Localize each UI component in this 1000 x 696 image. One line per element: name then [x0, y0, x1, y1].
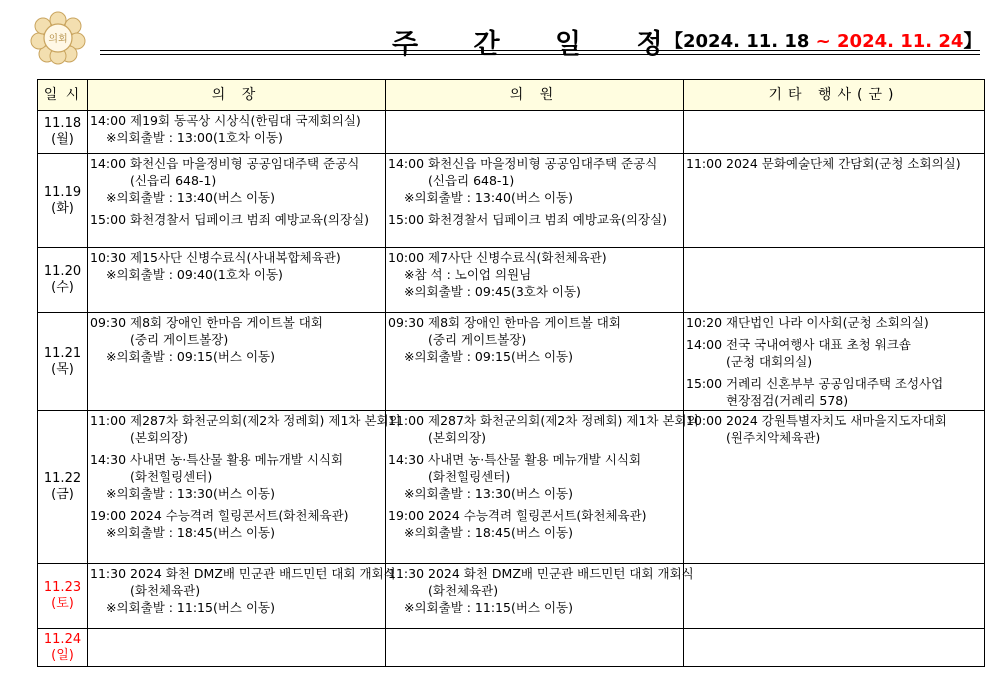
assembly-cell: [88, 564, 396, 629]
event-line: 10:00 제7사단 신병수료식(화천체육관): [388, 250, 607, 265]
emblem-text: 의회: [48, 34, 68, 45]
event-line: 10:30 제15사단 신병수료식(사내복합체육관): [90, 250, 341, 265]
day-value: (화): [51, 200, 74, 216]
departure-note: ※의회출발 : 09:45(3호차 이동): [404, 284, 581, 299]
other-cell: [684, 111, 985, 154]
council-emblem-icon: [30, 10, 86, 66]
departure-note: ※의회출발 : 13:00(1호차 이동): [106, 130, 283, 145]
event-location: (본회의장): [428, 430, 487, 445]
event-line: 09:30 제8회 장애인 한마음 게이트볼 대회: [388, 315, 621, 330]
member-cell: [386, 629, 684, 667]
event-location: (화천힐링센터): [130, 469, 213, 484]
event-line: 15:00 화천경찰서 딥페이크 범죄 예방교육(의장실): [90, 212, 370, 227]
date-cell: [38, 411, 88, 564]
member-cell: [386, 564, 694, 629]
event-line: 10:20 재단법인 나라 이사회(군청 소회의실): [686, 315, 929, 330]
event-line: 10:00 2024 강원특별자치도 새마을지도자대회: [686, 413, 947, 428]
event-line: 14:00 제19회 동곡상 시상식(한림대 국제회의실): [90, 113, 361, 128]
event-location: (중리 게이트볼장): [130, 332, 229, 347]
event-line: 19:00 2024 수능격려 힐링콘서트(화천체육관): [388, 508, 647, 523]
assembly-cell: [88, 411, 401, 564]
date-cell: [38, 564, 88, 629]
departure-note: ※의회출발 : 11:15(버스 이동): [106, 600, 275, 615]
departure-note: ※의회출발 : 09:15(버스 이동): [404, 349, 573, 364]
member-cell: [386, 248, 684, 313]
departure-note: ※의회출발 : 13:30(버스 이동): [404, 486, 573, 501]
assembly-cell: [88, 629, 386, 667]
departure-note: ※의회출발 : 09:40(1호차 이동): [106, 267, 283, 282]
schedule-table: [37, 79, 985, 667]
departure-note: ※의회출발 : 13:30(버스 이동): [106, 486, 275, 501]
day-value: (수): [51, 280, 74, 295]
assembly-cell: [88, 313, 386, 411]
departure-note: ※의회출발 : 09:15(버스 이동): [106, 349, 275, 364]
event-line: 11:00 제287차 화천군의회(제2차 정례회) 제1차 본회의: [388, 413, 699, 428]
event-location: (화천힐링센터): [428, 469, 511, 484]
table-row: [38, 248, 985, 313]
period-tilde: ~: [809, 31, 838, 52]
day-value: (일): [51, 647, 74, 663]
table-row: [38, 154, 985, 248]
date-value: 11.19: [43, 184, 82, 200]
event-line: 15:00 화천경찰서 딥페이크 범죄 예방교육(의장실): [388, 212, 668, 227]
date-value: 11.18: [43, 116, 82, 131]
event-line: 09:30 제8회 장애인 한마음 게이트볼 대회: [90, 315, 323, 330]
date-value: 11.21: [43, 345, 82, 361]
table-row: [38, 313, 985, 411]
assembly-cell: [88, 248, 386, 313]
other-cell: [684, 154, 985, 248]
event-line: 14:00 화천신읍 마을정비형 공공임대주택 준공식: [90, 156, 360, 171]
departure-note: ※의회출발 : 13:40(버스 이동): [106, 190, 275, 205]
departure-note: ※참 석 : 노이업 의원님: [404, 267, 532, 282]
departure-note: ※의회출발 : 18:45(버스 이동): [404, 525, 573, 540]
header-member: 의 원: [386, 80, 684, 111]
member-cell: [386, 111, 684, 154]
table-row: [38, 564, 985, 629]
table-row: [38, 411, 985, 564]
date-cell: [38, 313, 88, 411]
event-line: 11:30 2024 화천 DMZ배 민군관 배드민턴 대회 개회식: [388, 566, 694, 581]
day-value: (토): [51, 596, 74, 611]
day-value: (목): [51, 361, 74, 377]
header-date: 일 시: [38, 80, 88, 111]
other-cell: [684, 564, 985, 629]
date-value: 11.22: [43, 471, 82, 486]
other-cell: [684, 248, 985, 313]
member-cell: [386, 411, 699, 564]
other-cell: [684, 313, 985, 411]
event-line: 11:30 2024 화천 DMZ배 민군관 배드민턴 대회 개회식: [90, 566, 396, 581]
period-close: 】: [963, 31, 982, 52]
event-line: 11:00 2024 문화예술단체 간담회(군청 소회의실): [686, 156, 961, 171]
event-line: 11:00 제287차 화천군의회(제2차 정례회) 제1차 본회의: [90, 413, 401, 428]
event-location: (중리 게이트볼장): [428, 332, 527, 347]
period-start: 【2024. 11. 18: [665, 31, 810, 52]
date-cell: [38, 154, 88, 248]
event-line: 14:30 사내면 농·특산물 활용 메뉴개발 시식회: [388, 452, 642, 467]
date-cell: [38, 629, 88, 667]
date-value: 11.24: [43, 631, 82, 647]
event-line: 15:00 거례리 신혼부부 공공임대주택 조성사업: [686, 376, 944, 391]
assembly-cell: [88, 111, 386, 154]
table-row: [38, 111, 985, 154]
page-title: 주 간 일 정: [392, 29, 686, 60]
date-value: 11.23: [43, 580, 82, 595]
member-cell: [386, 313, 684, 411]
departure-note: ※의회출발 : 13:40(버스 이동): [404, 190, 573, 205]
other-cell: [684, 411, 985, 564]
event-location: 현장점검(거례리 578): [726, 393, 849, 408]
event-location: (신읍리 648-1): [130, 173, 217, 188]
event-location: (화천체육관): [428, 583, 499, 598]
other-cell: [684, 629, 985, 667]
departure-note: ※의회출발 : 11:15(버스 이동): [404, 600, 573, 615]
departure-note: ※의회출발 : 18:45(버스 이동): [106, 525, 275, 540]
event-line: 14:30 사내면 농·특산물 활용 메뉴개발 시식회: [90, 452, 344, 467]
day-value: (월): [51, 132, 74, 147]
event-line: 14:00 전국 국내여행사 대표 초청 워크숍: [686, 337, 911, 352]
event-line: 19:00 2024 수능격려 힐링콘서트(화천체육관): [90, 508, 349, 523]
table-row: [38, 629, 985, 667]
date-cell: [38, 248, 88, 313]
title-underline: [100, 50, 980, 55]
event-location: (화천체육관): [130, 583, 201, 598]
date-value: 11.20: [43, 264, 82, 279]
event-line: 14:00 화천신읍 마을정비형 공공임대주택 준공식: [388, 156, 658, 171]
event-location: (신읍리 648-1): [428, 173, 515, 188]
event-location: (본회의장): [130, 430, 189, 445]
header-assembly: 의 장: [88, 80, 386, 111]
member-cell: [386, 154, 684, 248]
date-cell: [38, 111, 88, 154]
assembly-cell: [88, 154, 386, 248]
event-location: (군청 대회의실): [726, 354, 813, 369]
header-other: 기타 행사(군): [684, 80, 985, 111]
event-location: (원주치악체육관): [726, 430, 821, 445]
day-value: (금): [51, 487, 74, 502]
period-end: 2024. 11. 24: [837, 31, 964, 52]
